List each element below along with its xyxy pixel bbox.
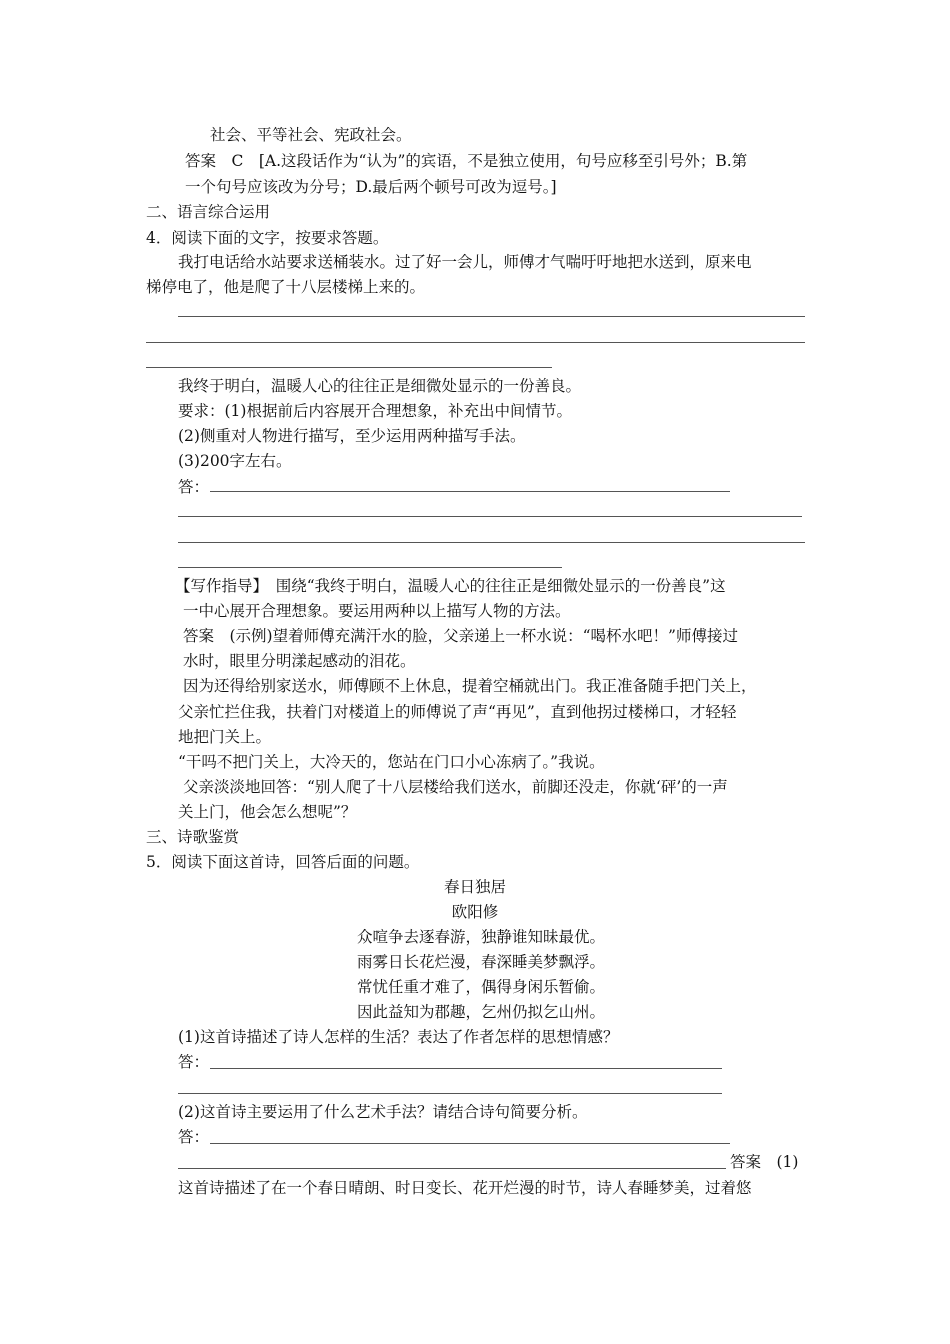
poem-line: 常忧任重才难了，偶得身闲乐暂偷。 xyxy=(357,978,606,996)
text-line: 社会、平等社会、宪政社会。 xyxy=(210,126,412,144)
answer-label: 答案 (1) xyxy=(730,1153,799,1171)
answer-line: 父亲忙拦住我，扶着门对楼道上的师傅说了声“再见”，直到他拐过楼梯口，才轻轻 xyxy=(178,703,737,721)
answer-blank-line xyxy=(146,342,805,343)
answer-line: “干吗不把门关上，大冷天的，您站在门口小心冻病了。”我说。 xyxy=(178,753,605,771)
passage-line: 我终于明白，温暖人心的往往正是细微处显示的一份善良。 xyxy=(178,377,582,395)
answer-blank-line xyxy=(210,1068,722,1069)
answer-line: 因为还得给别家送水，师傅顾不上休息，提着空桶就出门。我正准备随手把门关上， xyxy=(183,677,757,695)
answer-blank-line xyxy=(178,1093,722,1094)
answer-line: 地把门关上。 xyxy=(178,728,272,746)
answer-blank-line xyxy=(178,542,805,543)
answer-blank-line xyxy=(146,367,552,368)
passage-line: 我打电话给水站要求送桶装水。过了好一会儿，师傅才气喘吁吁地把水送到，原来电 xyxy=(178,253,752,271)
answer-line: 水时，眼里分明漾起感动的泪花。 xyxy=(183,652,416,670)
passage-line: 梯停电了，他是爬了十八层楼梯上来的。 xyxy=(146,278,426,296)
writing-guide: 一中心展开合理想象。要运用两种以上描写人物的方法。 xyxy=(183,602,571,620)
poem-line: 雨雾日长花烂漫，春深睡美梦飘浮。 xyxy=(357,953,606,971)
answer-line: 一个句号应该改为分号；D.最后两个顿号可改为逗号。] xyxy=(185,178,557,196)
answer-label: 答： xyxy=(178,1053,210,1071)
poem-line: 因此益知为郡趣，乞州仍拟乞山州。 xyxy=(357,1003,606,1021)
answer-line: 答案 (示例)望着师傅充满汗水的脸，父亲递上一杯水说：“喝杯水吧！”师傅接过 xyxy=(183,627,738,645)
requirement-line: (3)200字左右。 xyxy=(178,452,292,470)
answer-blank-line xyxy=(178,567,562,568)
poem-title: 春日独居 xyxy=(443,878,506,896)
answer-label: 答： xyxy=(178,1128,210,1146)
answer-blank-line xyxy=(210,1143,730,1144)
sub-question: (2)这首诗主要运用了什么艺术手法？请结合诗句简要分析。 xyxy=(178,1103,588,1121)
answer-blank-line xyxy=(178,1168,726,1169)
section-heading: 三、诗歌鉴赏 xyxy=(146,828,240,846)
requirement-line: 要求：(1)根据前后内容展开合理想象，补充出中间情节。 xyxy=(178,402,572,420)
answer-blank-line xyxy=(178,516,802,517)
answer-blank-line xyxy=(210,491,730,492)
answer-line: 答案 C [A.这段话作为“认为”的宾语，不是独立使用，句号应移至引号外；B.第 xyxy=(185,152,748,170)
poem-line: 众喧争去逐春游，独静谁知昧最优。 xyxy=(357,928,606,946)
answer-line: 这首诗描述了在一个春日晴朗、时日变长、花开烂漫的时节，诗人春睡梦美，过着悠 xyxy=(178,1179,752,1197)
question-stem: 5．阅读下面这首诗，回答后面的问题。 xyxy=(146,853,420,871)
requirement-line: (2)侧重对人物进行描写，至少运用两种描写手法。 xyxy=(178,427,526,445)
answer-blank-line xyxy=(178,316,805,317)
writing-guide: 【写作指导】 围绕“我终于明白，温暖人心的往往正是细微处显示的一份善良”这 xyxy=(175,577,726,595)
answer-label: 答： xyxy=(178,478,210,496)
poem-author: 欧阳修 xyxy=(451,903,499,921)
question-stem: 4．阅读下面的文字，按要求答题。 xyxy=(146,229,389,247)
section-heading: 二、语言综合运用 xyxy=(146,203,271,221)
answer-line: 关上门，他会怎么想呢”？ xyxy=(178,803,357,821)
answer-line: 父亲淡淡地回答：“别人爬了十八层楼给我们送水，前脚还没走，你就‘砰’的一声 xyxy=(183,778,728,796)
sub-question: (1)这首诗描述了诗人怎样的生活？表达了作者怎样的思想情感？ xyxy=(178,1028,619,1046)
